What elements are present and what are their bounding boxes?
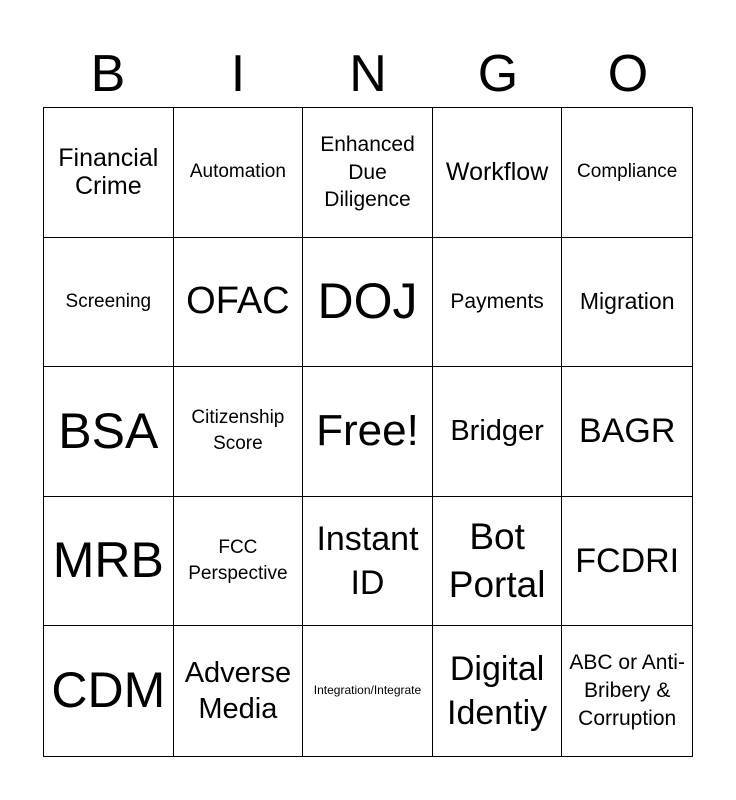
free-space-label: Free! <box>316 406 419 456</box>
bingo-free-space[interactable] <box>303 367 433 497</box>
bingo-cell[interactable] <box>433 367 563 497</box>
cell-label: OFAC <box>186 280 290 323</box>
bingo-cell[interactable] <box>303 238 433 368</box>
cell-label: Bot Portal <box>448 516 546 606</box>
bingo-cell[interactable] <box>174 108 304 238</box>
bingo-cell[interactable] <box>562 497 692 627</box>
bingo-cell[interactable] <box>174 497 304 627</box>
bingo-card-grid <box>43 107 693 757</box>
bingo-cell[interactable] <box>303 497 433 627</box>
cell-label: FCDRI <box>575 541 680 580</box>
cell-label: Workflow <box>445 157 549 186</box>
cell-label: Compliance <box>577 161 678 183</box>
cell-label: FCC Perspective <box>188 537 288 585</box>
header-letter-n: N <box>349 45 387 103</box>
bingo-cell[interactable] <box>44 108 174 238</box>
bingo-cell[interactable] <box>44 367 174 497</box>
bingo-cell[interactable] <box>303 626 433 756</box>
cell-label: BSA <box>58 402 159 459</box>
bingo-cell[interactable] <box>174 367 304 497</box>
bingo-cell[interactable] <box>44 497 174 627</box>
cell-label: CDM <box>51 662 166 719</box>
header-letter-b: B <box>90 45 126 103</box>
cell-label: Digital Identiy <box>447 650 548 733</box>
cell-label: Adverse Media <box>184 656 292 726</box>
header-letter-i: I <box>230 45 246 103</box>
bingo-cell[interactable] <box>433 108 563 238</box>
cell-label: Financial Crime <box>58 143 159 201</box>
bingo-cell[interactable] <box>433 497 563 627</box>
cell-label: BAGR <box>579 411 676 450</box>
bingo-cell[interactable] <box>562 108 692 238</box>
cell-label: Instant ID <box>316 519 419 603</box>
cell-label: MRB <box>52 532 164 589</box>
bingo-header <box>43 40 693 108</box>
header-letter-g: G <box>477 45 519 103</box>
bingo-cell[interactable] <box>174 238 304 368</box>
bingo-cell[interactable] <box>562 367 692 497</box>
cell-label: Citizenship Score <box>191 406 285 455</box>
bingo-cell[interactable] <box>562 626 692 756</box>
cell-label: DOJ <box>317 273 418 330</box>
bingo-cell[interactable] <box>433 238 563 368</box>
header-letter-o: O <box>607 45 649 103</box>
cell-label: Payments <box>450 290 544 314</box>
cell-label: Integration/Integrate <box>313 683 422 698</box>
bingo-cell[interactable] <box>303 108 433 238</box>
cell-label: Automation <box>189 161 286 183</box>
bingo-cell[interactable] <box>44 238 174 368</box>
bingo-cell[interactable] <box>433 626 563 756</box>
bingo-cell[interactable] <box>562 238 692 368</box>
bingo-cell[interactable] <box>174 626 304 756</box>
bingo-cell[interactable] <box>44 626 174 756</box>
cell-label: Migration <box>579 287 675 314</box>
cell-label: Bridger <box>450 414 544 447</box>
cell-label: ABC or Anti-Bribery & Corruption <box>569 650 685 731</box>
cell-label: Enhanced Due Diligence <box>320 133 415 211</box>
cell-label: Screening <box>65 290 152 312</box>
